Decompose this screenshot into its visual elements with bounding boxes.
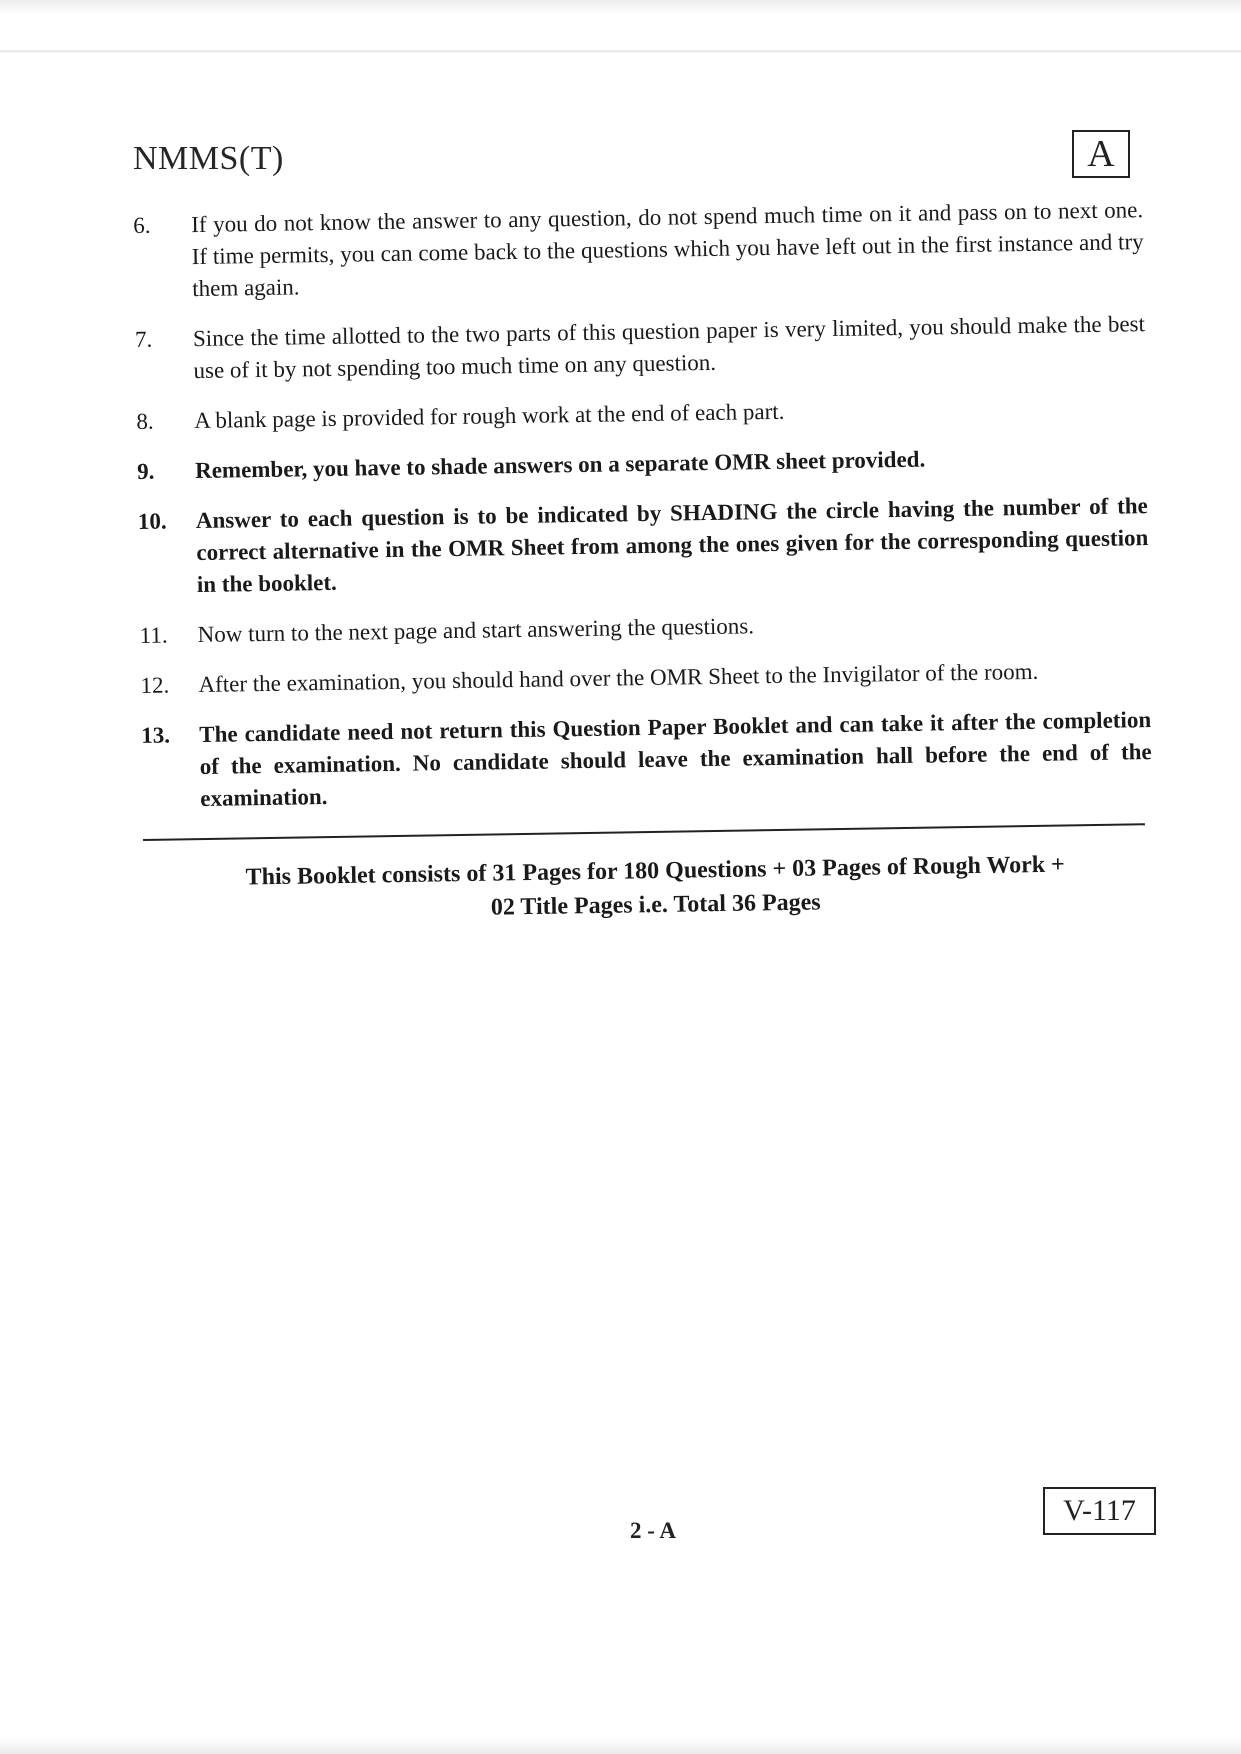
instruction-text: If you do not know the answer to any question, do not spend much time on it and pass on to next one. If time permits, you can come back to the questions which you have left out in the first instance and try them again. (191, 197, 1144, 302)
instruction-item (135, 308, 1146, 388)
scan-edge-top (0, 0, 1241, 14)
booklet-summary (150, 846, 1161, 930)
instruction-text: Answer to each question is to be indicated by SHADING the circle having the number of the correct alternative in the OMR Sheet from among the ones given for the corresponding question in the booklet. (195, 493, 1149, 598)
instruction-number: 9. (136, 458, 155, 484)
instruction-number: 8. (136, 408, 154, 434)
instruction-number: 10. (137, 508, 167, 534)
instructions-list (133, 194, 1153, 834)
booklet-code-box: V-117 (1043, 1487, 1156, 1535)
scan-line (0, 50, 1241, 53)
instruction-number: 13. (141, 722, 171, 748)
instruction-item (138, 490, 1149, 602)
instruction-text: Now turn to the next page and start answering the questions. (197, 613, 755, 648)
set-code-box: A (1072, 130, 1130, 178)
instruction-text: A blank page is provided for rough work at the end of each part. (194, 398, 785, 434)
summary-line-2: 02 Title Pages i.e. Total 36 Pages (490, 889, 821, 921)
instruction-item (133, 194, 1144, 306)
instruction-number: 6. (133, 212, 151, 238)
instruction-text: After the examination, you should hand over the OMR Sheet to the Invigilator of the room. (198, 658, 1039, 698)
instruction-item (136, 390, 1146, 438)
instruction-text: Remember, you have to shade answers on a separate OMR sheet provided. (194, 446, 926, 484)
instruction-text: Since the time allotted to the two parts of this question paper is very limited, you should make the best use of it by not spending too much time on any question. (192, 311, 1146, 384)
summary-line-1: This Booklet consists of 31 Pages for 180 Questions + 03 Pages of Rough Work + (245, 851, 1065, 891)
instruction-item (137, 440, 1147, 488)
page-number: 2 - A (630, 1518, 676, 1543)
instruction-number: 12. (140, 672, 170, 698)
instruction-item (140, 654, 1150, 702)
instruction-item (141, 704, 1152, 816)
instruction-number: 11. (139, 622, 168, 648)
instruction-number: 7. (134, 326, 153, 352)
scan-edge-bottom (0, 1738, 1241, 1754)
instruction-text: The candidate need not return this Question Paper Booklet and can take it after the completion of the examination. No candidate should leave the examination hall before the end of the examination. (199, 707, 1152, 812)
exam-title: NMMS(T) (133, 140, 284, 177)
instruction-item (139, 604, 1149, 652)
